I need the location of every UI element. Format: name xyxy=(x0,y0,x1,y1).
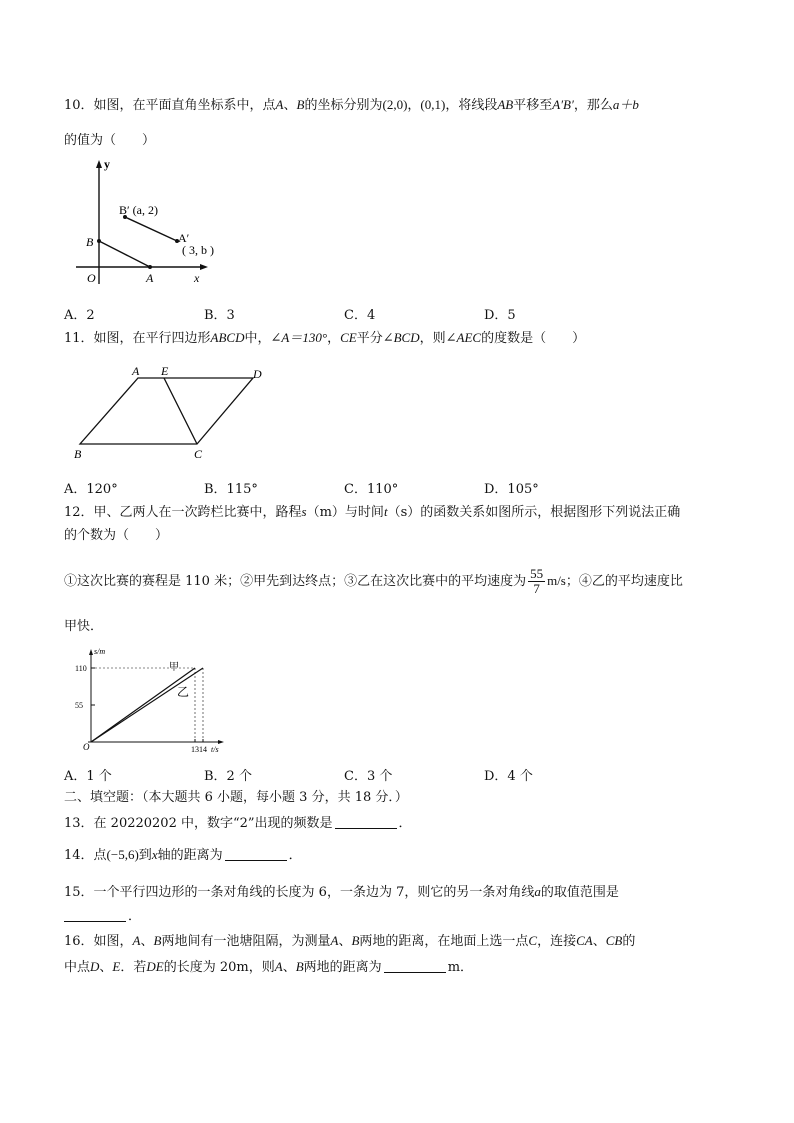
option-d[interactable]: D．105° xyxy=(484,482,539,497)
q16-answer-blank[interactable] xyxy=(384,959,446,973)
label-a: A xyxy=(146,271,154,285)
x-axis-arrow xyxy=(200,264,208,270)
point-a xyxy=(148,265,152,269)
y-tick-label-55: 55 xyxy=(75,701,83,710)
series-line-jia xyxy=(91,668,195,742)
label-a: A xyxy=(132,364,140,378)
chart-x-arrow xyxy=(218,740,224,744)
q11-line1: 11．如图，在平行四边形ABCD中，∠A＝130°，CE平分∠BCD，则∠AEC的度数是（ ） xyxy=(64,330,586,346)
series-label-jia: 甲 xyxy=(169,662,179,673)
label-b: B xyxy=(74,447,82,461)
label-y: y xyxy=(104,158,110,171)
label-x: x xyxy=(194,271,200,285)
label-c: C xyxy=(194,447,203,461)
q14-line: 14．点(−5,6)到x轴的距离为 ． xyxy=(64,847,302,863)
q15-line2: ． xyxy=(64,908,141,926)
segment-a2b2 xyxy=(125,217,177,241)
x-tick-label-13: 13 xyxy=(191,745,199,754)
q12-line3: ①这次比赛的赛程是 110 米；②甲先到达终点；③乙在这次比赛中的平均速度为 $\frac{55}{7}$ m/s；④乙的平均速度比 xyxy=(64,566,683,596)
y-tick-label-110: 110 xyxy=(75,664,87,673)
option-b[interactable]: B．2 个 xyxy=(204,769,252,784)
q14-answer-blank[interactable] xyxy=(225,847,287,861)
label-a2-coords: ( 3, b ) xyxy=(182,243,214,257)
parallelogram-abcd xyxy=(80,378,253,444)
option-a[interactable]: A．2 xyxy=(64,308,95,323)
segment-ab xyxy=(99,241,150,267)
q13-line: 13．在 20220202 中，数字“2”出现的频数是 ． xyxy=(64,816,412,831)
label-o: O xyxy=(87,271,96,285)
series-label-yi: 乙 xyxy=(177,685,190,699)
y-axis-arrow xyxy=(96,160,102,168)
q12-line1: 12．甲、乙两人在一次跨栏比赛中，路程s（m）与时间t（s）的函数关系如图所示，根据图形下列说法正确 xyxy=(64,504,681,520)
q16-line1: 16．如图，A、B两地间有一池塘阻隔，为测量A、B两地的距离，在地面上选一点C，连接CA、CB的 xyxy=(64,933,636,949)
option-c[interactable]: C．110° xyxy=(344,482,399,497)
label-e: E xyxy=(161,364,169,378)
series-line-yi xyxy=(91,668,203,742)
q10-line1: 10．如图，在平面直角坐标系中，点A、B的坐标分别为(2,0)，(0,1)，将线段AB平移至A′B′，那么a＋b xyxy=(64,97,639,113)
segment-ce xyxy=(164,378,197,444)
label-b: B xyxy=(86,235,94,249)
q10-line2: 的值为（ ） xyxy=(64,133,156,148)
label-d: D xyxy=(253,367,262,381)
q15-answer-blank[interactable] xyxy=(64,908,126,922)
label-b2: B′ (a, 2) xyxy=(119,203,158,217)
q11-figure xyxy=(66,362,276,462)
chart-y-arrow xyxy=(89,649,93,655)
fraction-55-7: $\frac{55}{7}$ xyxy=(530,566,544,596)
chart-xlabel: t/s xyxy=(211,745,219,754)
chart-origin: O xyxy=(83,742,90,752)
option-a[interactable]: A．120° xyxy=(64,482,118,497)
q16-line2: 中点D、E．若DE的长度为 20m，则A、B两地的距离为 m． xyxy=(64,959,474,975)
option-c[interactable]: C．3 个 xyxy=(344,769,393,784)
q10-figure xyxy=(70,158,220,290)
option-b[interactable]: B．115° xyxy=(204,482,258,497)
q15-line1: 15．一个平行四边形的一条对角线的长度为 6，一条边为 7，则它的另一条对角线a的取值范围是 xyxy=(64,884,619,900)
option-a[interactable]: A．1 个 xyxy=(64,769,112,784)
q12-line2: 的个数为（ ） xyxy=(64,528,169,543)
option-b[interactable]: B．3 xyxy=(204,308,235,323)
label-a2: A′ xyxy=(178,231,190,245)
section-2-heading: 二、填空题：（本大题共 6 小题，每小题 3 分，共 18 分．） xyxy=(64,790,408,805)
x-tick-label-14: 14 xyxy=(199,745,207,754)
option-c[interactable]: C．4 xyxy=(344,308,376,323)
q13-answer-blank[interactable] xyxy=(335,815,397,829)
point-b xyxy=(97,239,101,243)
option-d[interactable]: D．5 xyxy=(484,308,516,323)
option-d[interactable]: D．4 个 xyxy=(484,769,533,784)
chart-ylabel: s/m xyxy=(94,647,106,656)
q12-line4: 甲快． xyxy=(64,619,104,634)
q12-chart xyxy=(70,646,230,756)
